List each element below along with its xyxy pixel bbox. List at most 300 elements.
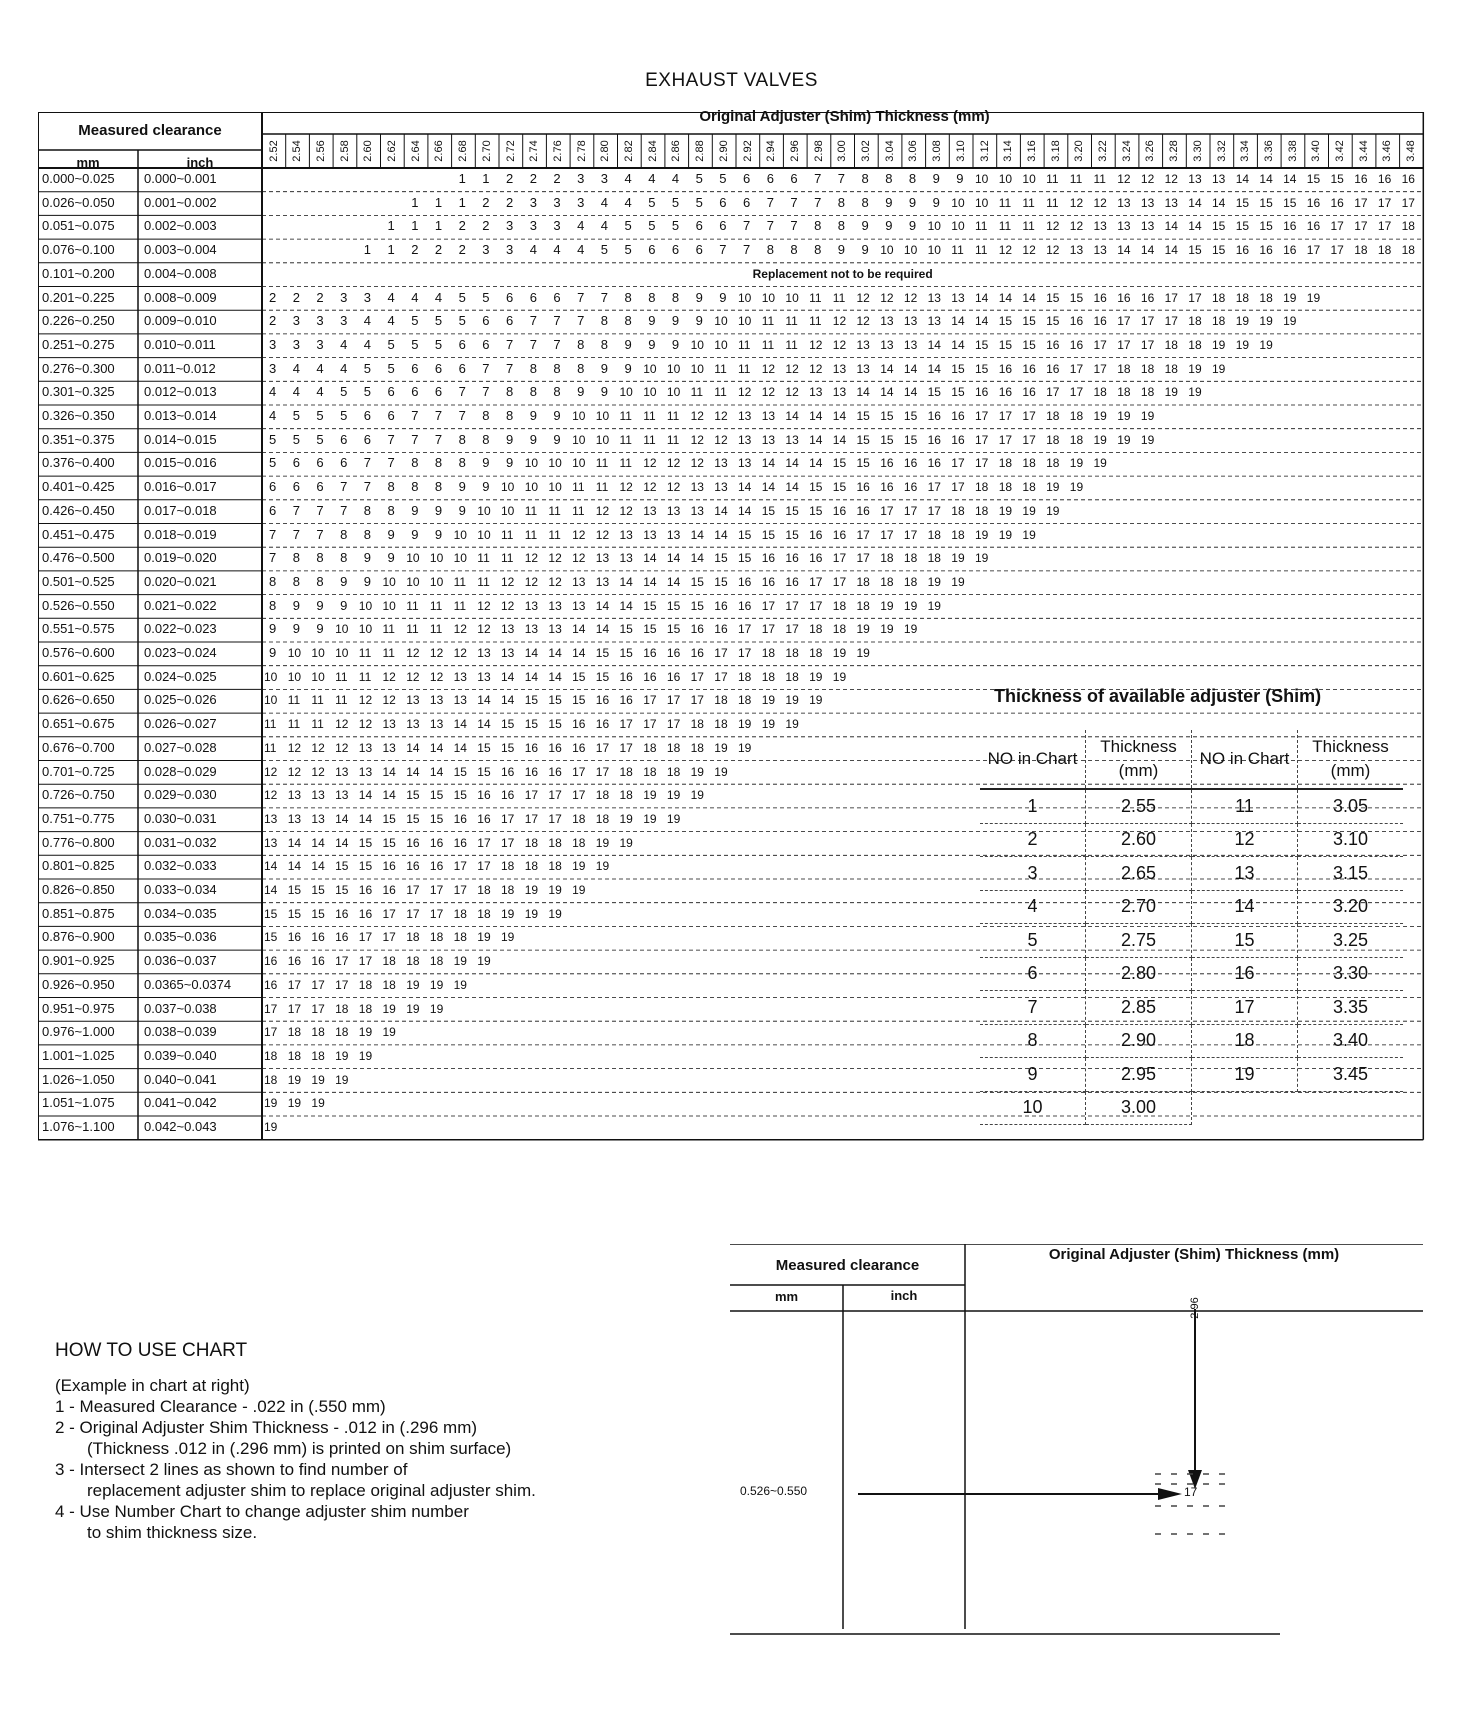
shim-number-cell: 19 bbox=[1140, 432, 1155, 447]
shim-number-cell: 18 bbox=[477, 906, 491, 921]
shim-number-cell: 17 bbox=[358, 954, 373, 969]
shim-number-cell: 19 bbox=[1117, 432, 1131, 447]
shim-number-cell: 11 bbox=[501, 527, 514, 542]
shim-number-cell: 14 bbox=[1188, 195, 1202, 210]
shim-number-cell: 14 bbox=[382, 764, 396, 779]
shim-number-cell: 18 bbox=[809, 646, 823, 660]
thickness-column-header bbox=[1257, 134, 1280, 168]
shim-number-cell: 13 bbox=[856, 361, 870, 376]
shim-number-cell: 15 bbox=[1212, 219, 1226, 234]
shim-number-cell: 15 bbox=[998, 314, 1013, 329]
shim-number-cell: 14 bbox=[738, 503, 752, 518]
shim-number-cell: 1 bbox=[387, 242, 395, 258]
shim-number-cell: 16 bbox=[477, 811, 491, 826]
shim-number-cell: 15 bbox=[358, 859, 373, 874]
shim-number-cell: 17 bbox=[1140, 337, 1155, 352]
shim-number-cell: 11 bbox=[714, 361, 727, 376]
shim-number-cell: 14 bbox=[1164, 219, 1178, 234]
shim-number-cell: 18 bbox=[1401, 243, 1415, 258]
clearance-mm: 0.026~0.050 bbox=[42, 194, 115, 210]
shim-table-row bbox=[980, 823, 1403, 857]
shim-number-cell: 15 bbox=[477, 764, 491, 779]
shim-number-cell: 8 bbox=[292, 573, 300, 589]
shim-number-cell: 4 bbox=[648, 171, 656, 186]
shim-number-cell: 19 bbox=[264, 1096, 278, 1111]
shim-number-cell: 16 bbox=[382, 883, 396, 897]
shim-number-cell: 16 bbox=[264, 977, 278, 992]
shim-number-cell: 13 bbox=[1140, 219, 1155, 234]
shim-number-cell: 3 bbox=[316, 313, 324, 329]
shim-number-cell: 12 bbox=[690, 456, 704, 471]
shim-number-cell: 19 bbox=[595, 859, 610, 874]
shim-number-cell: 14 bbox=[1140, 243, 1155, 258]
shim-number-cell: 2 bbox=[411, 242, 419, 258]
shim-number-cell: 17 bbox=[619, 717, 633, 732]
shim-number-cell: 15 bbox=[666, 598, 681, 613]
clearance-mm: 0.976~1.000 bbox=[42, 1024, 115, 1040]
shim-number-cell: 11 bbox=[287, 693, 301, 708]
shim-number-cell: 9 bbox=[292, 621, 300, 637]
shim-number-cell: 9 bbox=[908, 194, 917, 210]
shim-number-cell: 17 bbox=[738, 646, 752, 660]
shim-number-cell: 7 bbox=[600, 289, 609, 305]
shim-number-cell: 17 bbox=[785, 598, 799, 613]
shim-number-cell: 13 bbox=[335, 764, 349, 779]
column-thickness-value: 3.42 bbox=[1334, 140, 1346, 162]
shim-number-cell: 15 bbox=[1069, 290, 1084, 305]
shim-number-cell: 10 bbox=[572, 456, 586, 471]
shim-number-cell: 13 bbox=[1188, 172, 1202, 186]
shim-number-cell: 13 bbox=[619, 527, 633, 542]
shim-number-cell: 10 bbox=[643, 385, 657, 400]
shim-number-cell: 9 bbox=[932, 194, 940, 210]
shim-thickness: 2.80 bbox=[1086, 957, 1192, 991]
shim-number-cell: 7 bbox=[434, 408, 443, 423]
shim-number-cell: 17 bbox=[595, 764, 610, 779]
shim-number-cell: 11 bbox=[1093, 172, 1106, 186]
shim-number-cell: 10 bbox=[548, 480, 562, 495]
thickness-column-header bbox=[712, 134, 735, 168]
clearance-inch: 0.025~0.026 bbox=[144, 692, 217, 708]
shim-number-cell: 12 bbox=[406, 646, 420, 660]
shim-number-cell: 16 bbox=[832, 503, 847, 518]
shim-number-cell: 14 bbox=[809, 409, 823, 423]
shim-number-cell: 16 bbox=[1022, 385, 1036, 400]
shim-number-cell: 15 bbox=[287, 883, 302, 897]
shim-number-cell: 1 bbox=[411, 218, 419, 234]
shim-number-cell: 19 bbox=[1093, 456, 1107, 471]
shim-number-cell: 4 bbox=[411, 289, 419, 305]
thickness-column-header bbox=[1352, 134, 1375, 168]
shim-number-cell: 12 bbox=[524, 574, 539, 589]
shim-number-cell: 6 bbox=[292, 479, 300, 495]
shim-number-cell: 17 bbox=[738, 622, 752, 637]
clearance-mm: 0.826~0.850 bbox=[42, 882, 115, 897]
shim-number-cell: 14 bbox=[761, 456, 776, 471]
shim-number-cell: 19 bbox=[1283, 290, 1297, 305]
shim-number-cell: 16 bbox=[998, 385, 1013, 400]
shim-number-cell: 13 bbox=[761, 409, 776, 423]
clearance-mm: 1.026~1.050 bbox=[42, 1071, 115, 1087]
column-thickness-value: 2.56 bbox=[314, 140, 327, 162]
shim-number-cell: 15 bbox=[714, 551, 728, 566]
shim-number-cell: 3 bbox=[577, 171, 585, 186]
shim-number-cell: 19 bbox=[903, 622, 918, 637]
column-thickness-value: 3.10 bbox=[954, 140, 967, 162]
shim-number-cell: 12 bbox=[714, 409, 728, 423]
clearance-mm: 1.001~1.025 bbox=[42, 1047, 115, 1063]
shim-number-cell: 12 bbox=[1093, 195, 1107, 210]
column-thickness-value: 2.68 bbox=[457, 140, 470, 162]
shim-number-cell: 16 bbox=[358, 906, 373, 921]
shim-number-cell: 19 bbox=[1046, 480, 1060, 495]
shim-number-cell: 8 bbox=[316, 573, 324, 589]
shim-number-cell: 11 bbox=[477, 574, 490, 589]
shim-number-cell: 8 bbox=[458, 455, 466, 471]
shim-number: 6 bbox=[980, 957, 1086, 991]
shim-number-cell: 15 bbox=[643, 598, 657, 613]
shim-number-cell: 4 bbox=[671, 171, 680, 186]
shim-number-cell: 13 bbox=[832, 361, 847, 376]
shim-number-cell: 18 bbox=[1117, 361, 1131, 376]
shim-number-cell: 9 bbox=[624, 360, 632, 376]
shim-number-cell: 5 bbox=[624, 242, 632, 258]
shim-number-cell: 14 bbox=[832, 432, 847, 447]
shim-number-cell: 14 bbox=[738, 480, 752, 495]
shim-number-cell: 16 bbox=[998, 361, 1013, 376]
shim-number-cell: 12 bbox=[785, 385, 799, 400]
shim-number-cell: 11 bbox=[1046, 195, 1059, 210]
shim-number-cell: 10 bbox=[880, 243, 894, 258]
shim-number-cell: 13 bbox=[666, 527, 681, 542]
shim-number-cell: 13 bbox=[1117, 195, 1131, 210]
clearance-inch: 0.014~0.015 bbox=[144, 431, 217, 447]
shim-number-cell: 16 bbox=[903, 480, 918, 495]
column-thickness-value: 3.12 bbox=[978, 140, 991, 162]
shim-number-cell: 12 bbox=[572, 527, 586, 542]
shim-number-cell: 14 bbox=[335, 811, 349, 826]
clearance-mm: 0.926~0.950 bbox=[42, 976, 115, 992]
clearance-mm: 0.651~0.675 bbox=[42, 716, 115, 732]
shim-number-cell: 17 bbox=[358, 930, 373, 945]
clearance-mm: 0.101~0.200 bbox=[42, 265, 115, 281]
shim-number-cell: 19 bbox=[501, 906, 515, 921]
shim-number-cell: 9 bbox=[482, 479, 490, 495]
shim-number-cell: 9 bbox=[269, 645, 277, 660]
shim-number-cell: 9 bbox=[671, 336, 680, 352]
shim-number-cell: 17 bbox=[382, 930, 396, 945]
shim-number-cell: 8 bbox=[648, 289, 656, 305]
shim-number-cell: 12 bbox=[335, 717, 349, 732]
shim-number-cell: 17 bbox=[287, 977, 302, 992]
shim-number-cell: 3 bbox=[506, 242, 514, 258]
shim-number-cell: 10 bbox=[453, 527, 467, 542]
shim-number-cell: 13 bbox=[903, 314, 918, 329]
shim-number-cell: 8 bbox=[766, 242, 774, 258]
shim-number-cell: 11 bbox=[998, 219, 1012, 234]
shim-number-cell: 17 bbox=[406, 883, 420, 897]
shim-number-cell: 17 bbox=[1093, 361, 1107, 376]
shim-number-cell: 15 bbox=[453, 764, 467, 779]
shim-number-cell: 7 bbox=[363, 455, 372, 471]
shim-number-cell: 12 bbox=[335, 740, 349, 755]
shim-number-cell: 18 bbox=[1140, 385, 1155, 400]
shim-number-cell: 16 bbox=[927, 456, 941, 471]
shim-number-cell: 14 bbox=[264, 883, 278, 897]
thickness-header: Thickness (mm) bbox=[1298, 730, 1404, 789]
shim-number-cell: 11 bbox=[548, 527, 561, 542]
shim-number-cell: 19 bbox=[690, 764, 704, 779]
shim-thickness: 3.20 bbox=[1298, 890, 1404, 924]
shim-number-cell: 15 bbox=[1046, 314, 1060, 329]
shim-number-cell: 18 bbox=[548, 835, 562, 850]
shim-number-cell: 6 bbox=[363, 408, 372, 423]
shim-number-cell: 4 bbox=[529, 242, 537, 258]
shim-number-cell: 14 bbox=[572, 622, 586, 637]
shim-number-cell: 5 bbox=[458, 313, 466, 329]
shim-number-cell: 16 bbox=[1140, 290, 1155, 305]
shim-number-cell: 9 bbox=[316, 621, 324, 637]
clearance-mm: 0.801~0.825 bbox=[42, 858, 115, 874]
shim-number-cell: 19 bbox=[1022, 527, 1036, 542]
shim-number-cell: 15 bbox=[903, 409, 918, 423]
shim-number-cell: 8 bbox=[340, 550, 348, 566]
shim-number-cell: 14 bbox=[1164, 243, 1178, 258]
shim-number-cell: 16 bbox=[358, 883, 373, 897]
shim-number-cell: 13 bbox=[287, 788, 302, 803]
shim-number-cell: 16 bbox=[572, 740, 586, 755]
shim-number-cell: 16 bbox=[429, 835, 444, 850]
shim-number-cell: 15 bbox=[951, 385, 965, 400]
shim-number-cell: 15 bbox=[358, 835, 373, 850]
shim-number-cell: 16 bbox=[501, 788, 515, 803]
shim-number-cell: 19 bbox=[666, 788, 681, 803]
shim-number-cell: 12 bbox=[548, 551, 562, 566]
clearance-mm: 0.276~0.300 bbox=[42, 360, 115, 376]
shim-number-cell: 12 bbox=[1069, 219, 1084, 234]
shim-number-cell: 13 bbox=[477, 669, 491, 684]
shim-number-cell: 14 bbox=[785, 456, 799, 471]
shim-number-cell: 11 bbox=[619, 456, 632, 471]
shim-number-cell: 9 bbox=[340, 597, 348, 613]
how-to-step-4-note: to shim thickness size. bbox=[87, 1523, 258, 1542]
column-thickness-value: 3.26 bbox=[1144, 140, 1157, 162]
shim-number: 3 bbox=[980, 857, 1086, 891]
clearance-inch: 0.029~0.030 bbox=[144, 787, 217, 803]
shim-number-cell: 18 bbox=[1093, 385, 1107, 400]
shim-number-cell: 12 bbox=[477, 598, 491, 613]
thickness-column-header bbox=[404, 134, 427, 168]
shim-number-cell: 16 bbox=[880, 480, 894, 495]
shim-number-cell: 17 bbox=[548, 788, 562, 803]
example-measured-clearance-header: Measured clearance bbox=[775, 1257, 920, 1274]
shim-number-cell: 18 bbox=[903, 574, 918, 589]
shim-number-cell: 17 bbox=[335, 954, 349, 969]
shim-number-cell: 7 bbox=[340, 502, 348, 518]
shim-number-cell: 6 bbox=[766, 171, 774, 186]
shim-number-cell: 15 bbox=[453, 788, 467, 803]
shim-number-cell: 17 bbox=[1117, 337, 1131, 352]
column-thickness-value: 2.98 bbox=[812, 140, 825, 162]
clearance-inch: 0.000~0.001 bbox=[144, 171, 217, 186]
how-to-step-3-note: replacement adjuster shim to replace original adjuster shim. bbox=[87, 1481, 536, 1500]
shim-number-cell: 13 bbox=[903, 337, 918, 352]
shim-number-cell: 17 bbox=[1306, 243, 1321, 258]
shim-number-cell: 19 bbox=[1093, 432, 1107, 447]
shim-number-cell: 14 bbox=[1259, 172, 1273, 186]
shim-number-cell: 19 bbox=[1283, 314, 1297, 329]
shim-number-cell: 8 bbox=[387, 479, 395, 495]
shim-number-cell: 10 bbox=[406, 551, 420, 566]
shim-number-cell: 10 bbox=[311, 646, 325, 660]
shim-number-cell: 7 bbox=[363, 479, 372, 495]
shim-number-cell: 13 bbox=[501, 622, 515, 637]
clearance-mm: 0.201~0.225 bbox=[42, 289, 115, 305]
column-thickness-value: 2.66 bbox=[433, 140, 446, 162]
thickness-column-header bbox=[1400, 134, 1423, 168]
shim-number-cell: 15 bbox=[429, 788, 444, 803]
shim-number-cell: 18 bbox=[856, 598, 870, 613]
shim-number-cell: 12 bbox=[358, 693, 373, 708]
shim-number-cell: 14 bbox=[1022, 290, 1036, 305]
shim-number-cell: 14 bbox=[714, 527, 728, 542]
shim-number-cell: 3 bbox=[292, 313, 300, 329]
shim-number-cell: 8 bbox=[553, 384, 561, 400]
shim-thickness: 3.40 bbox=[1298, 1024, 1404, 1058]
shim-number-cell: 7 bbox=[387, 431, 395, 447]
shim-number-cell: 5 bbox=[695, 171, 703, 186]
thickness-column-header bbox=[760, 134, 783, 168]
shim-number-cell: 9 bbox=[292, 597, 300, 613]
shim-number-cell: 16 bbox=[1401, 172, 1415, 186]
shim-number-cell: 14 bbox=[975, 314, 989, 329]
shim-number-cell: 2 bbox=[269, 313, 277, 329]
shim-number-cell: 18 bbox=[1188, 314, 1202, 329]
shim-number-cell: 6 bbox=[743, 171, 751, 186]
shim-number-cell: 12 bbox=[429, 646, 444, 660]
shim-number-cell: 17 bbox=[595, 740, 610, 755]
shim-number-cell: 19 bbox=[880, 622, 894, 637]
shim-number-cell: 19 bbox=[1235, 337, 1250, 352]
shim-number-cell: 19 bbox=[311, 1096, 325, 1111]
shim-number-cell: 13 bbox=[619, 551, 633, 566]
shim-number-cell: 16 bbox=[1117, 290, 1131, 305]
shim-number-cell: 19 bbox=[951, 551, 965, 566]
shim-number-cell: 17 bbox=[264, 1001, 278, 1016]
shim-number-cell: 7 bbox=[553, 336, 561, 352]
shim-number-cell: 10 bbox=[453, 551, 467, 566]
thickness-column-header bbox=[1044, 134, 1067, 168]
shim-number-cell: 7 bbox=[269, 526, 277, 542]
shim-number-cell: 14 bbox=[1188, 219, 1202, 234]
shim-number-cell: 14 bbox=[1283, 172, 1297, 186]
shim-number-cell: 14 bbox=[951, 337, 965, 352]
shim-number-cell: 16 bbox=[1046, 361, 1060, 376]
thickness-column-header bbox=[689, 134, 712, 168]
shim-number-cell: 10 bbox=[524, 456, 539, 471]
shim-number-cell: 17 bbox=[761, 622, 776, 637]
clearance-mm: 1.076~1.100 bbox=[42, 1119, 115, 1134]
shim-number-cell: 16 bbox=[1093, 314, 1107, 329]
shim-number-cell: 17 bbox=[643, 693, 657, 708]
shim-number-cell: 7 bbox=[529, 336, 537, 352]
thickness-column-header bbox=[783, 134, 806, 168]
shim-number-cell: 3 bbox=[269, 360, 277, 376]
shim-number-cell: 8 bbox=[861, 194, 869, 210]
clearance-inch: 0.018~0.019 bbox=[144, 526, 217, 542]
thickness-column-header bbox=[1329, 134, 1352, 168]
shim-number-cell: 1 bbox=[458, 171, 466, 186]
shim-number-cell: 19 bbox=[1259, 314, 1273, 329]
shim-number-cell: 15 bbox=[975, 337, 989, 352]
shim-number-cell: 3 bbox=[316, 336, 324, 352]
thickness-column-header bbox=[665, 134, 688, 168]
shim-number: 16 bbox=[1192, 957, 1298, 991]
shim-number-cell: 18 bbox=[666, 764, 681, 779]
shim-number-cell: 18 bbox=[1069, 432, 1084, 447]
shim-number-cell: 10 bbox=[975, 195, 989, 210]
shim-number-cell: 6 bbox=[316, 479, 324, 495]
shim-number-cell: 13 bbox=[406, 693, 420, 708]
shim-number-cell: 19 bbox=[477, 930, 491, 945]
shim-number-cell: 9 bbox=[340, 573, 348, 589]
shim-number-cell: 15 bbox=[1330, 172, 1344, 186]
shim-number-cell: 3 bbox=[529, 194, 537, 210]
shim-number-cell: 7 bbox=[766, 218, 774, 234]
shim-number-cell: 5 bbox=[269, 431, 277, 447]
shim-number-cell: 8 bbox=[885, 171, 893, 186]
shim-number-cell: 19 bbox=[382, 1025, 396, 1040]
shim-number-cell: 6 bbox=[695, 242, 703, 258]
shim-number-cell: 9 bbox=[316, 597, 324, 613]
shim-number-cell: 16 bbox=[975, 385, 989, 400]
shim-number-cell: 16 bbox=[595, 717, 610, 732]
clearance-inch: 0.030~0.031 bbox=[144, 810, 217, 826]
shim-number-cell: 5 bbox=[482, 289, 490, 305]
shim-number-cell: 17 bbox=[1069, 361, 1084, 376]
shim-number-cell: 9 bbox=[600, 384, 609, 400]
example-original-thickness-header: Original Adjuster (Shim) Thickness (mm) bbox=[1048, 1246, 1340, 1263]
shim-number-cell: 11 bbox=[311, 693, 324, 708]
shim-number-cell: 7 bbox=[719, 242, 727, 258]
shim-number-cell: 10 bbox=[287, 646, 302, 660]
column-thickness-value: 2.58 bbox=[338, 140, 351, 162]
clearance-inch: 0.042~0.043 bbox=[144, 1119, 217, 1134]
shim-number-cell: 7 bbox=[269, 550, 277, 566]
shim-number: 14 bbox=[1192, 890, 1298, 924]
shim-number: 8 bbox=[980, 1024, 1086, 1058]
shim-number-cell: 7 bbox=[814, 194, 822, 210]
shim-number-cell: 17 bbox=[903, 503, 918, 518]
shim-number-cell: 15 bbox=[264, 906, 278, 921]
shim-number-cell: 14 bbox=[287, 835, 302, 850]
shim-number-cell: 19 bbox=[1212, 337, 1226, 352]
shim-number-cell: 12 bbox=[998, 243, 1013, 258]
shim-number-cell: 10 bbox=[927, 243, 941, 258]
shim-number-cell: 13 bbox=[714, 480, 728, 495]
shim-number-cell: 7 bbox=[814, 171, 822, 186]
shim-number-cell: 8 bbox=[814, 242, 822, 258]
shim-number-cell: 16 bbox=[335, 906, 349, 921]
shim-thickness: 3.10 bbox=[1298, 823, 1404, 857]
clearance-mm: 0.251~0.275 bbox=[42, 336, 115, 352]
shim-number-cell: 13 bbox=[927, 314, 941, 329]
shim-number-cell: 14 bbox=[998, 290, 1013, 305]
shim-number-cell: 16 bbox=[761, 551, 776, 566]
shim-number-cell: 5 bbox=[292, 431, 300, 447]
shim-number-cell: 17 bbox=[927, 503, 941, 518]
shim-number-cell: 15 bbox=[903, 432, 918, 447]
